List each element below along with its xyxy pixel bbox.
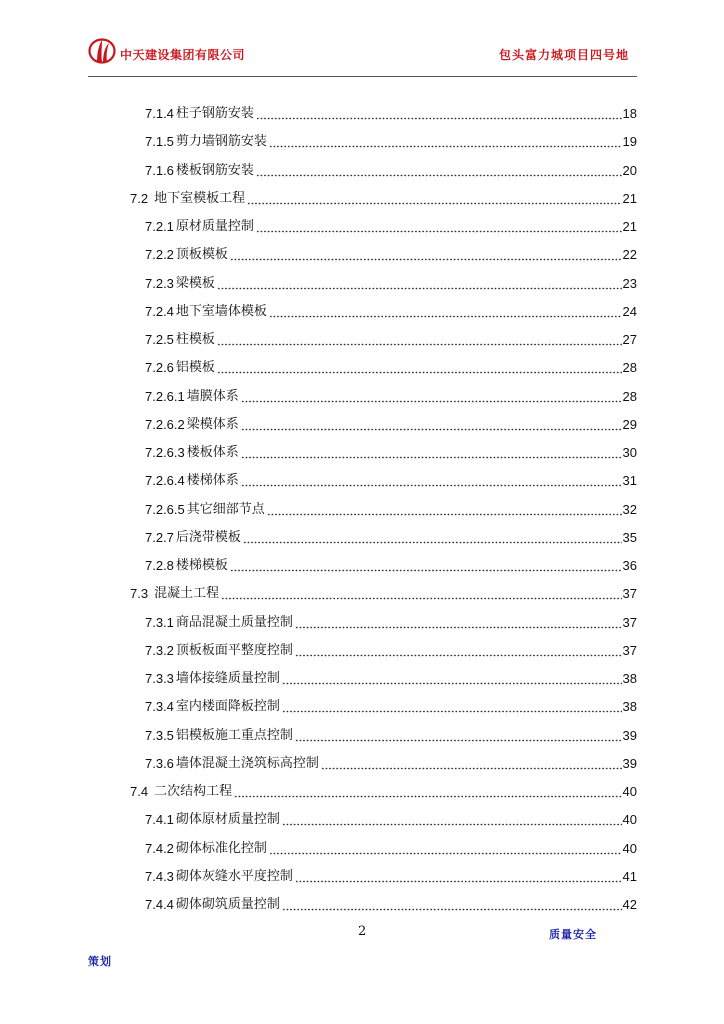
toc-entry-number: 7.2.1: [145, 219, 174, 234]
toc-entry-title: 铝模板施工重点控制: [175, 727, 293, 743]
toc-dot-leader: [295, 728, 622, 742]
toc-entry-number: 7.2.6.2: [145, 416, 185, 432]
toc-entry-title: 柱子钢筋安装: [175, 106, 254, 121]
toc-dot-leader: [269, 841, 622, 855]
toc-entry-title: 铝模板: [175, 360, 215, 376]
toc-dot-leader: [230, 247, 622, 261]
toc-entry[interactable]: [145, 866, 637, 886]
toc-dot-leader: [241, 445, 622, 459]
toc-dot-leader: [230, 558, 622, 572]
footer-left-label: 策划: [88, 955, 112, 968]
toc-entry[interactable]: [130, 188, 637, 208]
toc-entry[interactable]: [145, 612, 637, 632]
toc-entry-title: 墙体接缝质量控制: [175, 671, 280, 686]
toc-entry[interactable]: [145, 838, 637, 858]
toc-entry-number: 7.4.4: [145, 897, 174, 912]
toc-entry-title: 楼梯模板: [175, 558, 228, 573]
toc-dot-leader: [241, 389, 622, 403]
toc-entry-page: 40: [622, 784, 637, 799]
toc-dot-leader: [267, 502, 622, 516]
toc-entry-number: 7.2.6.3: [145, 445, 185, 460]
toc-entry-title: 其它细部节点: [186, 501, 265, 517]
toc-entry[interactable]: [145, 894, 637, 914]
toc-entry-number: 7.2.4: [145, 303, 174, 319]
toc-entry-page: 32: [622, 501, 637, 517]
toc-dot-leader: [221, 586, 621, 600]
toc-entry-title: 墙体混凝土浇筑标高控制: [175, 755, 319, 771]
toc-entry-page: 40: [622, 812, 637, 828]
toc-dot-leader: [256, 219, 622, 233]
toc-entry-page: 30: [622, 445, 637, 460]
toc-entry-title: 柱模板: [175, 332, 215, 347]
toc-entry[interactable]: [145, 244, 637, 264]
toc-entry[interactable]: [145, 273, 637, 293]
toc-entry-number: 7.1.5: [145, 134, 174, 150]
toc-entry-title: 剪力墙钢筋安装: [175, 134, 267, 150]
toc-dot-leader: [234, 784, 621, 798]
toc-entry-page: 22: [622, 247, 637, 263]
toc-entry-number: 7.2.6: [145, 360, 174, 376]
toc-entry-page: 27: [622, 332, 637, 347]
toc-entry-number: 7.2.7: [145, 529, 174, 545]
toc-dot-leader: [269, 304, 622, 318]
toc-entry-number: 7.4: [130, 784, 149, 799]
toc-dot-leader: [217, 276, 622, 290]
toc-entry-number: 7.2.6.1: [145, 388, 185, 404]
toc-entry-title: 二次结构工程: [154, 784, 233, 799]
toc-entry-page: 19: [622, 134, 637, 150]
toc-entry-number: 7.2.8: [145, 558, 174, 573]
toc-dot-leader: [256, 163, 622, 177]
toc-dot-leader: [243, 530, 622, 544]
toc-entry[interactable]: [145, 131, 637, 151]
toc-entry-title: 楼板体系: [186, 445, 239, 460]
toc-entry-title: 室内楼面降板控制: [175, 699, 280, 715]
toc-entry-number: 7.2.6.5: [145, 501, 185, 517]
toc-entry-number: 7.3.5: [145, 727, 174, 743]
toc-entry[interactable]: [145, 386, 637, 406]
toc-entry[interactable]: [145, 216, 637, 236]
toc-entry[interactable]: [145, 555, 637, 575]
toc-entry-page: 38: [622, 671, 637, 686]
toc-entry-title: 地下室墙体模板: [175, 303, 267, 319]
toc-dot-leader: [247, 191, 621, 205]
toc-entry-title: 梁模体系: [186, 416, 239, 432]
toc-entry-title: 砌体标准化控制: [175, 840, 267, 856]
toc-entry[interactable]: [145, 753, 637, 773]
toc-dot-leader: [241, 473, 622, 487]
toc-entry-number: 7.2.5: [145, 332, 174, 347]
toc-entry-title: 顶板板面平整度控制: [175, 642, 293, 658]
toc-entry[interactable]: [145, 329, 637, 349]
toc-entry-number: 7.4.1: [145, 812, 174, 828]
toc-dot-leader: [282, 812, 622, 826]
toc-entry[interactable]: [145, 160, 637, 180]
toc-entry-page: 31: [622, 473, 637, 489]
toc-entry-title: 楼梯体系: [186, 473, 239, 489]
toc-entry[interactable]: [130, 781, 637, 801]
toc-entry-title: 墙膜体系: [186, 388, 239, 404]
toc-entry-page: 20: [622, 162, 637, 178]
toc-entry-number: 7.2.3: [145, 275, 174, 291]
toc-entry-page: 21: [622, 190, 637, 206]
toc-dot-leader: [217, 332, 622, 346]
toc-entry-page: 23: [622, 275, 637, 291]
toc-entry-number: 7.3.4: [145, 699, 174, 715]
toc-entry-title: 砌体灰缝水平度控制: [175, 868, 293, 884]
toc-entry-number: 7.3.1: [145, 614, 174, 630]
toc-entry-page: 18: [622, 106, 637, 121]
toc-entry[interactable]: [145, 809, 637, 829]
toc-entry-number: 7.3: [130, 586, 149, 602]
toc-entry-number: 7.4.3: [145, 868, 174, 884]
toc-entry-page: 37: [622, 586, 637, 602]
toc-entry[interactable]: [145, 640, 637, 660]
toc-entry-page: 28: [622, 388, 637, 404]
toc-dot-leader: [295, 643, 622, 657]
toc-entry-page: 37: [622, 642, 637, 658]
toc-dot-leader: [295, 615, 622, 629]
toc-entry-page: 40: [622, 840, 637, 856]
toc-entry-title: 砌体砌筑质量控制: [175, 897, 280, 912]
toc-entry-page: 39: [622, 727, 637, 743]
toc-entry-page: 37: [622, 614, 637, 630]
toc-dot-leader: [282, 671, 622, 685]
toc-entry-number: 7.2: [130, 190, 149, 206]
footer-right-label: 质量安全: [549, 928, 597, 941]
toc-entry-number: 7.3.3: [145, 671, 174, 686]
toc-entry-title: 楼板钢筋安装: [175, 162, 254, 178]
toc-entry-number: 7.1.4: [145, 106, 174, 121]
toc-dot-leader: [269, 134, 622, 148]
toc-entry-number: 7.3.2: [145, 642, 174, 658]
toc-entry[interactable]: [145, 470, 637, 490]
toc-entry-title: 混凝土工程: [154, 586, 220, 602]
toc-entry[interactable]: [145, 301, 637, 321]
toc-entry-number: 7.2.6.4: [145, 473, 185, 489]
toc-dot-leader: [282, 699, 622, 713]
toc-entry-title: 商品混凝土质量控制: [175, 614, 293, 630]
toc-entry-title: 砌体原材质量控制: [175, 812, 280, 828]
toc-entry-title: 顶板模板: [175, 247, 228, 263]
toc-dot-leader: [217, 360, 622, 374]
toc-entry-page: 42: [622, 897, 637, 912]
toc-entry[interactable]: [145, 725, 637, 745]
toc-entry[interactable]: [145, 442, 637, 462]
toc-entry-page: 36: [622, 558, 637, 573]
toc-entry-page: 35: [622, 529, 637, 545]
toc-dot-leader: [321, 756, 622, 770]
toc-entry[interactable]: [145, 414, 637, 434]
toc-entry[interactable]: [145, 527, 637, 547]
toc-entry[interactable]: [145, 357, 637, 377]
toc-entry-page: 29: [622, 416, 637, 432]
toc-dot-leader: [241, 417, 622, 431]
toc-entry-title: 后浇带模板: [175, 529, 241, 545]
toc-entry[interactable]: [145, 668, 637, 688]
toc-entry-title: 地下室模板工程: [154, 190, 246, 206]
toc-entry[interactable]: [145, 696, 637, 716]
toc-entry-page: 38: [622, 699, 637, 715]
toc-dot-leader: [295, 869, 622, 883]
toc-entry-title: 梁模板: [175, 275, 215, 291]
toc-entry[interactable]: [130, 583, 637, 603]
company-name: 中天建设集团有限公司: [120, 48, 246, 62]
toc-entry[interactable]: [145, 499, 637, 519]
toc-dot-leader: [256, 106, 622, 120]
toc-entry-number: 7.2.2: [145, 247, 174, 263]
toc-entry-number: 7.4.2: [145, 840, 174, 856]
toc-entry-number: 7.3.6: [145, 755, 174, 771]
toc-dot-leader: [282, 897, 622, 911]
page-number: 2: [358, 924, 367, 939]
toc-entry-page: 41: [622, 868, 637, 884]
toc-entry[interactable]: [145, 103, 637, 123]
toc-entry-page: 39: [622, 755, 637, 771]
toc-entry-page: 24: [622, 303, 637, 319]
toc-entry-page: 28: [622, 360, 637, 376]
toc-entry-title: 原材质量控制: [175, 219, 254, 234]
toc-entry-page: 21: [622, 219, 637, 234]
toc-entry-number: 7.1.6: [145, 162, 174, 178]
project-name: 包头富力城项目四号地: [498, 48, 629, 62]
